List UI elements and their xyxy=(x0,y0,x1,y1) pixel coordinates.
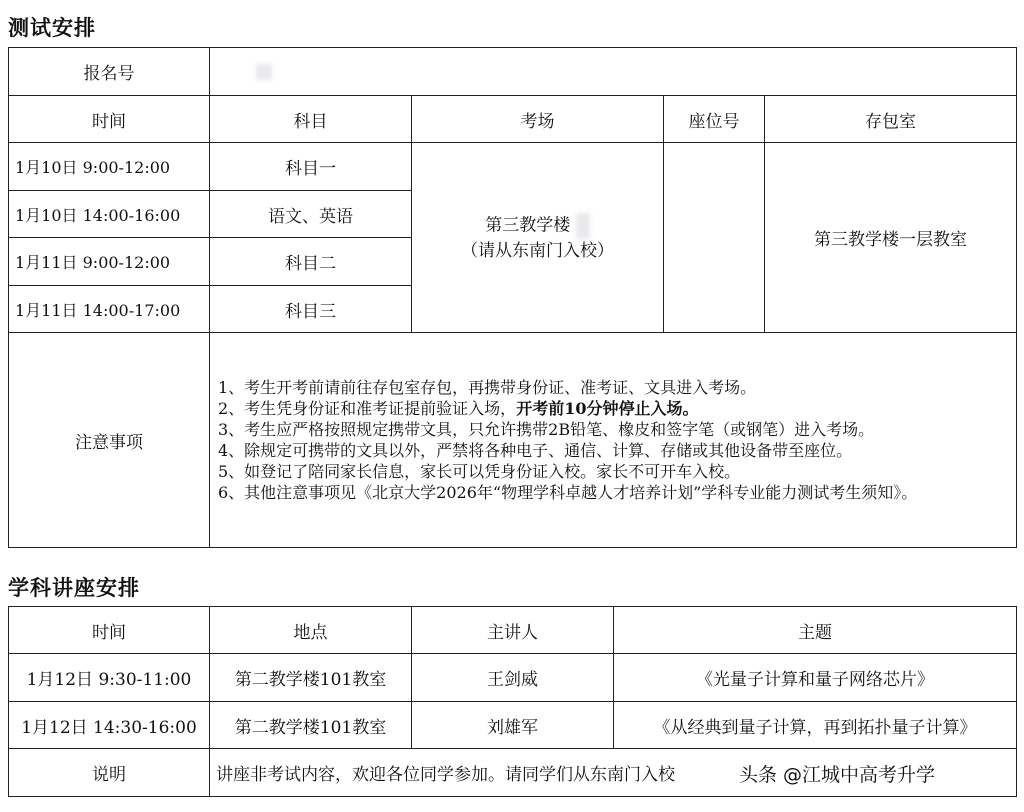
redacted-registration-number xyxy=(256,64,272,80)
note-5: 5、如登记了陪同家长信息，家长可以凭身份证入校。家长不可开车入校。 xyxy=(218,462,741,481)
header-venue: 考场 xyxy=(412,96,664,143)
note-1: 1、考生开考前请前往存包室存包，再携带身份证、准考证、文具进入考场。 xyxy=(218,378,757,397)
lecture-section-title: 学科讲座安排 xyxy=(8,576,140,600)
exam-time: 1月10日 14:00-16:00 xyxy=(9,191,210,238)
exam-time: 1月10日 9:00-12:00 xyxy=(9,143,210,191)
lecture-time: 1月12日 14:30-16:00 xyxy=(9,702,210,749)
storage-room: 第三教学楼一层教室 xyxy=(765,143,1017,333)
exam-subject: 语文、英语 xyxy=(210,191,412,238)
lecture-topic: 《从经典到量子计算，再到拓扑量子计算》 xyxy=(614,702,1017,749)
lecture-time: 1月12日 9:30-11:00 xyxy=(9,654,210,702)
desc-text: 讲座非考试内容，欢迎各位同学参加。请同学们从东南门入校 xyxy=(210,749,1017,797)
watermark-label: 头条 @江城中高考升学 xyxy=(735,760,939,787)
lecture-place: 第二教学楼101教室 xyxy=(210,702,412,749)
exam-time: 1月11日 9:00-12:00 xyxy=(9,238,210,286)
exam-section-title: 测试安排 xyxy=(8,16,96,40)
note-2-emphasis: 开考前10分钟停止入场。 xyxy=(516,399,699,418)
exam-subject: 科目二 xyxy=(210,238,412,286)
registration-value xyxy=(210,48,1017,96)
table-row xyxy=(9,143,1017,191)
notes-label: 注意事项 xyxy=(9,333,210,548)
redacted-room xyxy=(576,213,590,239)
header-speaker: 主讲人 xyxy=(412,607,614,654)
lecture-place: 第二教学楼101教室 xyxy=(210,654,412,702)
header-time: 时间 xyxy=(9,607,210,654)
header-storage: 存包室 xyxy=(765,96,1017,143)
exam-header-row xyxy=(9,96,1017,143)
exam-schedule-table xyxy=(8,47,1017,548)
venue-building: 第三教学楼 xyxy=(485,215,571,235)
header-subject: 科目 xyxy=(210,96,412,143)
header-time: 时间 xyxy=(9,96,210,143)
exam-time: 1月11日 14:00-17:00 xyxy=(9,286,210,333)
table-row xyxy=(9,702,1017,749)
exam-venue xyxy=(412,143,664,333)
notes-row xyxy=(9,333,1017,548)
note-2-text: 2、考生凭身份证和准考证提前验证入场， xyxy=(218,399,517,418)
lecture-speaker: 王剑威 xyxy=(412,654,614,702)
lecture-topic: 《光量子计算和量子网络芯片》 xyxy=(614,654,1017,702)
header-topic: 主题 xyxy=(614,607,1017,654)
registration-label: 报名号 xyxy=(9,48,210,96)
lecture-speaker: 刘雄军 xyxy=(412,702,614,749)
note-2 xyxy=(218,398,1008,419)
exam-subject: 科目一 xyxy=(210,143,412,191)
venue-entrance-note: （请从东南门入校） xyxy=(461,240,614,261)
notes-content xyxy=(210,333,1017,548)
desc-label: 说明 xyxy=(9,749,210,797)
note-6: 6、其他注意事项见《北京大学2026年“物理学科卓越人才培养计划”学科专业能力测试考生须知》。 xyxy=(218,483,918,502)
note-3: 3、考生应严格按照规定携带文具，只允许携带2B铅笔、橡皮和签字笔（或钢笔）进入考场。 xyxy=(218,420,875,439)
registration-row xyxy=(9,48,1017,96)
exam-subject: 科目三 xyxy=(210,286,412,333)
note-4: 4、除规定可携带的文具以外，严禁将各种电子、通信、计算、存储或其他设备带至座位。 xyxy=(218,441,853,460)
lecture-header-row xyxy=(9,607,1017,654)
header-place: 地点 xyxy=(210,607,412,654)
seat-number xyxy=(664,143,765,333)
header-seat: 座位号 xyxy=(664,96,765,143)
table-row xyxy=(9,654,1017,702)
